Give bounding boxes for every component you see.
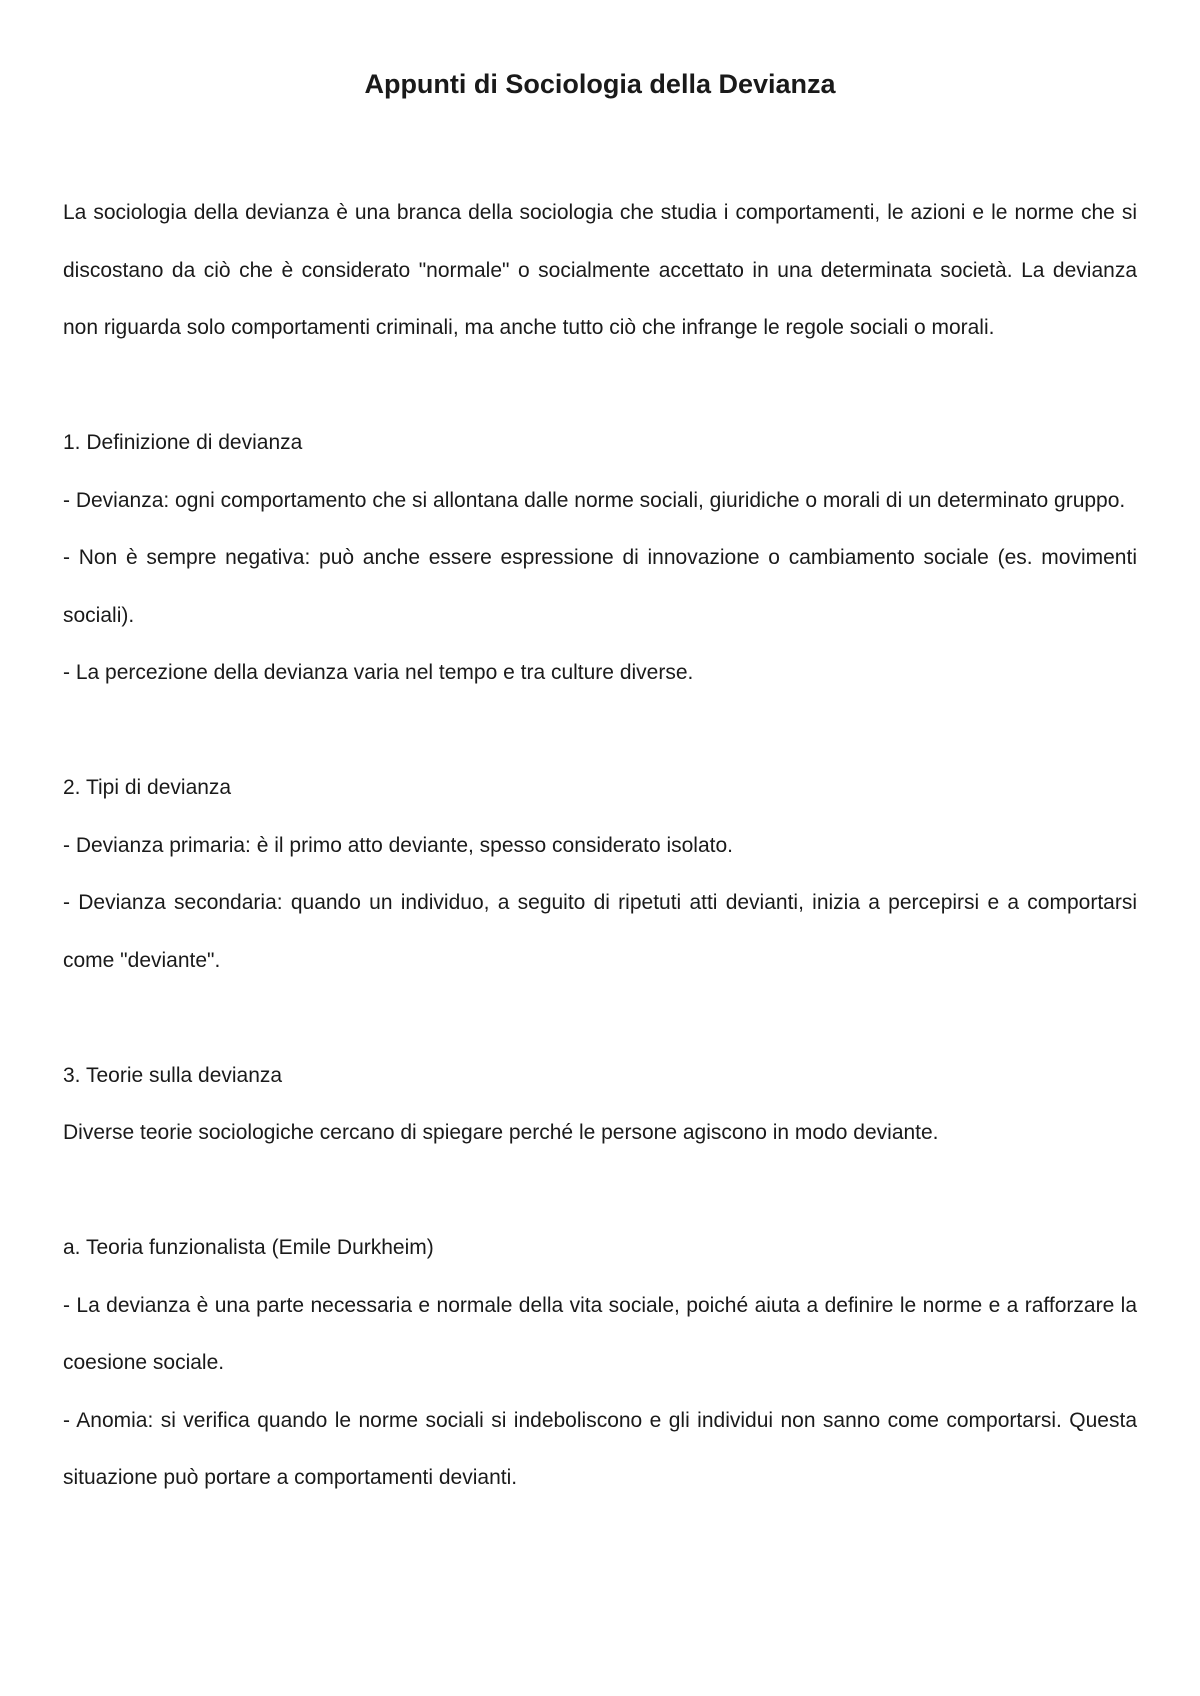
section-heading: 1. Definizione di devianza	[63, 431, 303, 454]
document-title: Appunti di Sociologia della Devianza	[364, 69, 836, 99]
spacer	[63, 102, 1137, 184]
bullet-item: - Anomia: si verifica quando le norme sociali si indeboliscono e gli individui non sanno come comportarsi. Questa situazione può portare a comportamenti devianti.	[63, 1408, 1137, 1489]
bullet-item: - Devianza secondaria: quando un individuo, a seguito di ripetuti atti devianti, inizia a percepirsi e a comportarsi come "deviante".	[63, 891, 1137, 972]
spacer	[63, 357, 1137, 415]
bullet-item: - Devianza: ogni comportamento che si allontana dalle norme sociali, giuridiche o morali di un determinato gruppo.	[63, 488, 1126, 512]
bullet-item: - La devianza è una parte necessaria e normale della vita sociale, poiché aiuta a definire le norme e a rafforzare la coesione sociale.	[63, 1293, 1137, 1374]
section-heading: 3. Teorie sulla devianza	[63, 1063, 283, 1087]
spacer	[63, 989, 1137, 1047]
intro-paragraph: La sociologia della devianza è una branca della sociologia che studia i comportamenti, le azioni e le norme che si discostano da ciò che è considerato "normale" o socialmente accettato in una determinata società. La devianza non riguarda solo comportamenti criminali, ma anche tutto ciò che infrange le regole sociali o morali.	[63, 201, 1137, 339]
document-body	[63, 184, 1137, 1507]
bullet-item: - Devianza primaria: è il primo atto deviante, spesso considerato isolato.	[63, 833, 733, 857]
section-paragraph: Diverse teorie sociologiche cercano di spiegare perché le persone agiscono in modo deviante.	[63, 1121, 939, 1144]
subsection-heading: a. Teoria funzionalista (Emile Durkheim)	[63, 1236, 434, 1259]
bullet-item: - Non è sempre negativa: può anche essere espressione di innovazione o cambiamento sociale (es. movimenti sociali).	[63, 546, 1137, 627]
spacer	[63, 702, 1137, 760]
bullet-item: - La percezione della devianza varia nel tempo e tra culture diverse.	[63, 661, 694, 684]
spacer	[63, 1162, 1137, 1220]
section-heading: 2. Tipi di devianza	[63, 776, 232, 799]
